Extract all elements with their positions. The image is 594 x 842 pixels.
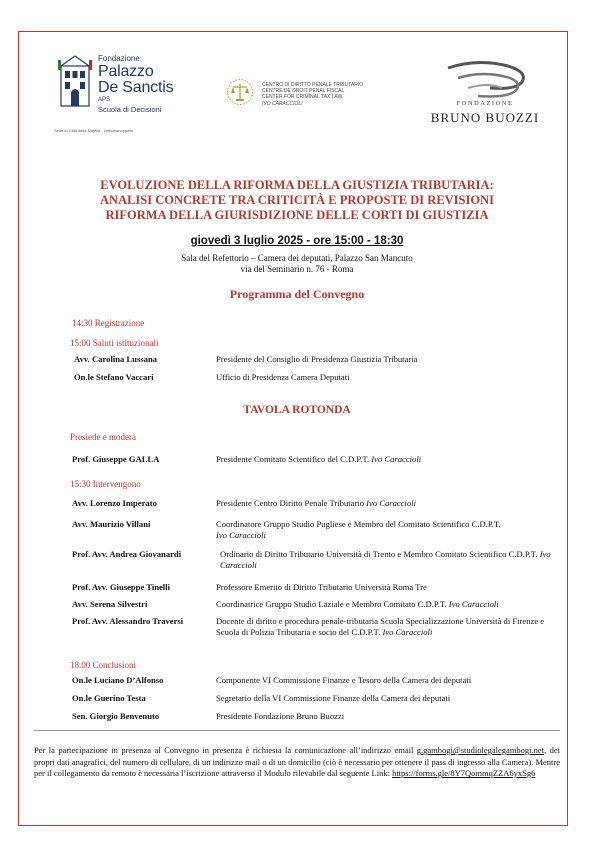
intervengono-label: 15:30 Intervengono <box>70 479 141 489</box>
scales-of-justice-icon <box>226 78 254 108</box>
event-title <box>20 178 574 223</box>
cdpt-line-1: CENTRO DI DIRITTO PENALE TRIBUTARIO <box>262 82 364 88</box>
speaker-name: Avv. Lorenzo Imperato <box>72 498 157 508</box>
logo-scuola-label: Scuola di Decisioni <box>98 105 162 114</box>
venue-line-2: via del Seminario n. 76 - Roma <box>240 264 354 274</box>
speaker-role: Professore Emerito di Diritto Tributario Università Roma Tre <box>216 582 427 592</box>
speaker-role: Ordinario di Diritto Tributario Università di Trento e Membro Comitato Scientifico C.D.P.T. Ivo Caraccioli <box>220 549 551 570</box>
speaker-role: Docente di diritto e procedura penale-tributaria Scuola Specializzazione Università di Firenze e Scuola di Polizia Tributaria e socio del C.D.P.T. Ivo Caraccioli <box>216 616 545 637</box>
event-date: giovedì 3 luglio 2025 - ore 15:00 - 18:30 <box>190 235 404 247</box>
title-line-2: ANALISI CONCRETE TRA CRITICITÀ E PROPOSTE DI REVISIONI <box>100 193 494 207</box>
speaker-role: Componente VI Commissione Finanze e Tesoro della Camera dei deputati <box>216 675 472 685</box>
bruno-buozzi-swoosh-icon <box>438 60 538 100</box>
speaker-name: On.le Luciano D’Alfonso <box>72 675 164 685</box>
cdpt-line-2: CENTRE DE DROIT PENAL FISCAL <box>262 88 345 95</box>
speaker-role: Presidente Fondazione Bruno Buozzi <box>216 711 345 721</box>
logo-aps-label: APS <box>98 97 111 103</box>
footer-text-1: Per la partecipazione in presenza al Convegno in presenza è richiesta la comunicazione all’indirizzo email <box>34 745 417 755</box>
saluti-label: 15:00 Saluti istituzionali <box>70 338 159 348</box>
conclusioni-label: 18.00 Conclusioni <box>70 660 137 670</box>
cdpt-line-3: CENTER FOR CRIMINAL TAX LAW <box>262 94 343 101</box>
palazzo-logo-text <box>98 54 173 115</box>
speaker-name: Avv. Maurizio Villani <box>72 519 151 529</box>
registration-note <box>34 745 560 780</box>
speaker-name: Prof. Avv. Andrea Giovanardi <box>72 549 182 559</box>
speaker-name: On.le Stefano Vaccari <box>74 372 154 382</box>
page-frame <box>18 31 568 826</box>
logo-sponsor-line: Sede in Città della Majella - Lettomanoppello <box>54 128 134 133</box>
venue-line-1: Sala del Refettorio – Camera dei deputati, Palazzo San Mancuto <box>181 253 413 263</box>
palazzo-de-sanctis-logo <box>50 42 190 147</box>
footer-text-2: , dei propri dati anagrafici, del numero di cellulare, di un indirizzo mail o di un domicilio (ciò è necessario per ottenere il pass di ingresso alla Camera). Mentre per il collegamento da remoto è necessaria l’iscrizione attraverso il Modulo rilevabile dal seguente Link: <box>34 745 561 778</box>
speaker-name: Sen. Giorgio Benvenuto <box>72 711 160 721</box>
bb-name-label: BRUNO BUOZZI <box>430 110 540 125</box>
logo-palazzo-label: Palazzo <box>98 63 154 80</box>
programma-heading: Programma del Convegno <box>229 287 365 301</box>
speaker-role: Coordinatore Gruppo Studio Pugliese e Membro del Comitato Scientifico C.D.P.T. Ivo Caraccioli <box>216 519 501 540</box>
logo-fondazione-label: Fondazione <box>98 54 140 63</box>
cdpt-logo-text <box>262 82 363 107</box>
speaker-role: Presidente Centro Diritto Penale Tributario Ivo Caraccioli <box>216 498 417 508</box>
speaker-name: Prof. Avv. Giuseppe Tinelli <box>72 582 170 592</box>
speaker-name: On.le Guerino Testa <box>72 693 146 703</box>
bb-fondazione-label: FONDAZIONE <box>456 100 514 107</box>
presiede-label: Presiede e modera <box>70 432 136 442</box>
event-venue <box>20 253 574 275</box>
footer-divider <box>34 730 560 731</box>
speaker-name: Avv. Carolina Lussana <box>74 354 158 364</box>
title-line-1: EVOLUZIONE DELLA RIFORMA DELLA GIUSTIZIA TRIBUTARIA: <box>100 178 494 192</box>
speaker-name: Avv. Serena Silvestri <box>72 599 148 609</box>
speaker-role: Ufficio di Presidenza Camera Deputati <box>216 372 350 382</box>
form-link[interactable]: https://forms.gle/8Y7QommqZZA6yxSg6 <box>392 768 536 778</box>
registrazione-label: 14:30 Registrazione <box>72 318 145 328</box>
speaker-role: Presidente Comitato Scientifico del C.D.P.T. Ivo Caraccioli <box>216 454 422 464</box>
cdpt-line-4: IVO CARACCIOLI <box>262 100 303 107</box>
tavola-rotonda-heading: TAVOLA ROTONDA <box>243 404 351 416</box>
speaker-name: Prof. Giuseppe GALLA <box>72 454 160 464</box>
logo-desanctis-label: De Sanctis <box>98 79 174 96</box>
palazzo-building-icon <box>58 52 92 108</box>
cdpt-logo <box>222 78 382 118</box>
bruno-buozzi-logo <box>400 60 570 130</box>
speaker-name: Prof. Avv. Alessandro Traversi <box>72 616 184 626</box>
speaker-role: Presidente del Consiglio di Presidenza Giustizia Tributaria <box>216 354 418 364</box>
speaker-role: Coordinatrice Gruppo Studio Laziale e Membro Comitato C.D.P.T. Ivo Caraccioli <box>216 599 499 609</box>
speaker-role: Segretario della VI Commissione Finanze della Camera dei deputati <box>216 693 451 703</box>
title-line-3: RIFORMA DELLA GIURISDIZIONE DELLE CORTI DI GIUSTIZIA <box>105 208 489 222</box>
email-link[interactable]: g.gambogi@studiolegalegambogi.net <box>416 745 545 755</box>
